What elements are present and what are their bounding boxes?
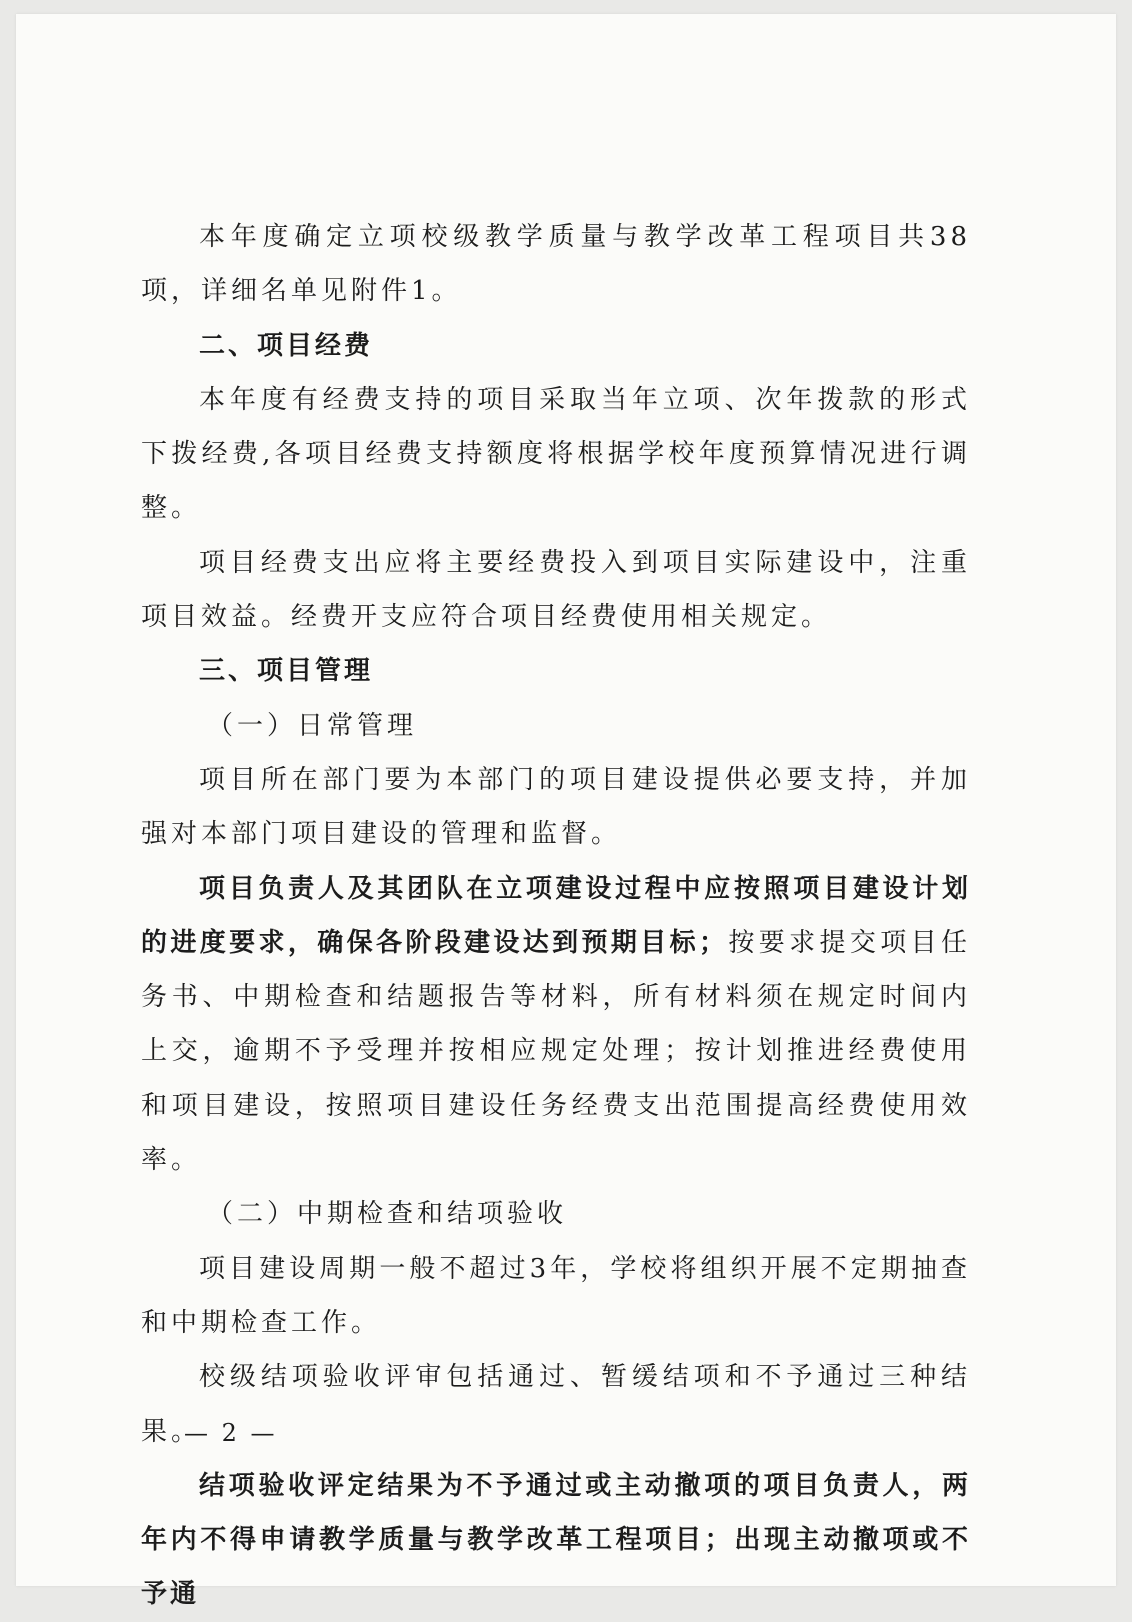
subheading-midterm-and-completion: （二）中期检查和结项验收: [207, 1199, 568, 1230]
paragraph-funding-method: 本年度有经费支持的项目采取当年立项、次年拨款的形式下拨经费,各项目经费支持额度将根据学校年度预算情况进行调整。: [141, 384, 971, 524]
heading-project-management: 三、项目管理: [199, 656, 374, 687]
paragraph-funding-expenditure: 项目经费支出应将主要经费投入到项目实际建设中，注重项目效益。经费开支应符合项目经费使用相关规定。: [141, 547, 971, 633]
text-submission-requirements: 按要求提交项目任务书、中期检查和结题报告等材料，所有材料须在规定时间内上交，逾期不予受理并按相应规定处理；按计划推进经费使用和项目建设，按照项目建设任务经费支出范围提高经费使用效率。: [141, 927, 971, 1176]
paragraph-department-support: 项目所在部门要为本部门的项目建设提供必要支持，并加强对本部门项目建设的管理和监督。: [141, 764, 971, 850]
page-number: — 2 —: [184, 1419, 278, 1447]
document-page: [16, 14, 1116, 1610]
paragraph-project-count: 本年度确定立项校级教学质量与教学改革工程项目共38项，详细名单见附件1。: [141, 222, 971, 307]
heading-project-funding: 二、项目经费: [199, 330, 374, 361]
paragraph-review-results: 校级结项验收评审包括通过、暂缓结项和不予通过三种结果。: [141, 1362, 971, 1447]
paragraph-construction-period: 项目建设周期一般不超过3年，学校将组织开展不定期抽查和中期检查工作。: [141, 1253, 971, 1338]
paragraph-project-leader-duties: [141, 862, 971, 1188]
bold-text-leader-requirements: 项目负责人及其团队在立项建设过程中应按照项目建设计划的进度要求，确保各阶段建设达到预期目标；: [141, 873, 971, 958]
paragraph-failure-consequences: 结项验收评定结果为不予通过或主动撤项的项目负责人，两年内不得申请教学质量与教学改革工程项目；出现主动撤项或不予通: [141, 1470, 971, 1610]
subheading-daily-management: （一）日常管理: [207, 710, 418, 741]
document-body: [141, 210, 971, 1622]
